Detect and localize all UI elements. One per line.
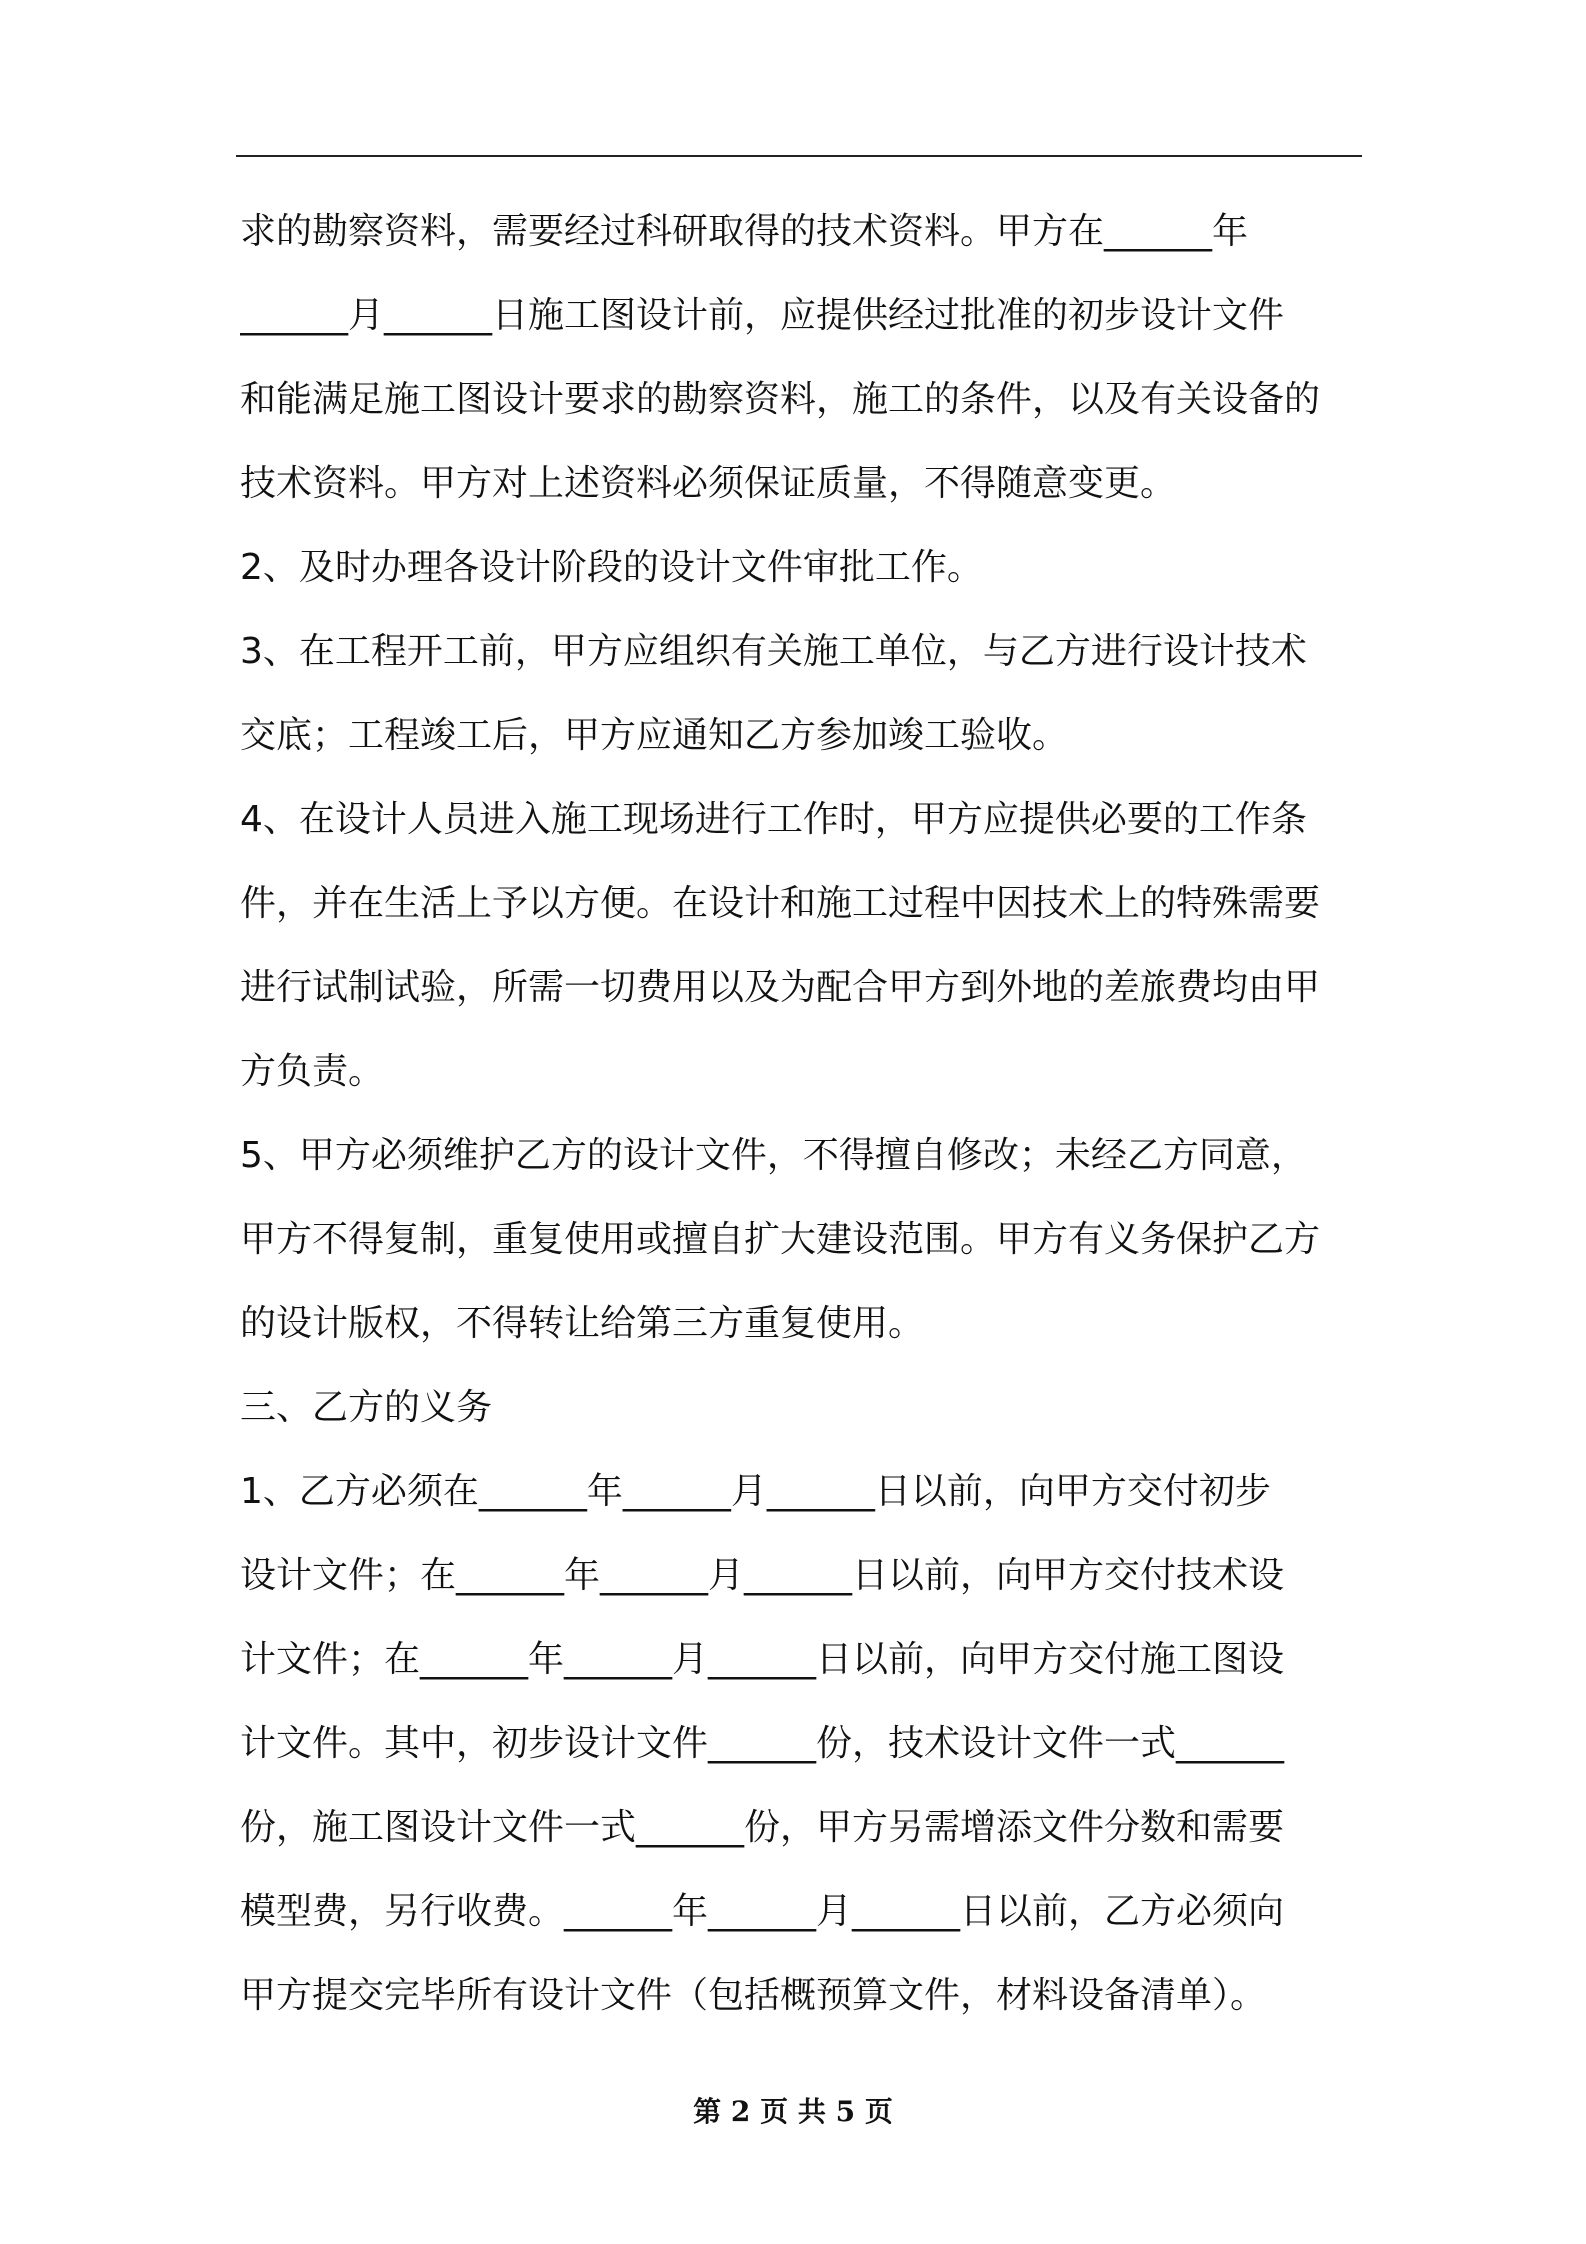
text-line: 4、在设计人员进入施工现场进行工作时，甲方应提供必要的工作条 (240, 799, 1307, 840)
header-rule (236, 155, 1362, 157)
text-line: 5、甲方必须维护乙方的设计文件，不得擅自修改；未经乙方同意， (240, 1135, 1307, 1176)
document-body (240, 190, 1364, 2038)
text-line: 求的勘察资料，需要经过科研取得的技术资料。甲方在______年 (240, 211, 1249, 252)
text-line: 甲方提交完毕所有设计文件（包括概预算文件，材料设备清单）。 (240, 1975, 1267, 2016)
text-line: 计文件；在______年______月______日以前，向甲方交付施工图设 (240, 1639, 1285, 1680)
text-line: 和能满足施工图设计要求的勘察资料，施工的条件，以及有关设备的 (240, 379, 1321, 420)
text-line: 模型费，另行收费。______年______月______日以前，乙方必须向 (240, 1891, 1285, 1932)
text-line: 进行试制试验，所需一切费用以及为配合甲方到外地的差旅费均由甲 (240, 967, 1321, 1008)
section-heading: 三、乙方的义务 (240, 1387, 493, 1428)
text-line: 方负责。 (240, 1051, 385, 1092)
text-line: 计文件。其中，初步设计文件______份，技术设计文件一式______ (240, 1723, 1285, 1764)
page-number: 第 2 页 共 5 页 (693, 2095, 893, 2128)
text-line: 份，施工图设计文件一式______份，甲方另需增添文件分数和需要 (240, 1807, 1285, 1848)
text-line: 甲方不得复制，重复使用或擅自扩大建设范围。甲方有义务保护乙方 (240, 1219, 1321, 1260)
text-line: 的设计版权，不得转让给第三方重复使用。 (240, 1303, 925, 1344)
text-line: 交底；工程竣工后，甲方应通知乙方参加竣工验收。 (240, 715, 1069, 756)
text-line: ______月______日施工图设计前，应提供经过批准的初步设计文件 (240, 295, 1285, 336)
text-line: 2、及时办理各设计阶段的设计文件审批工作。 (240, 547, 983, 588)
text-line: 技术资料。甲方对上述资料必须保证质量，不得随意变更。 (240, 463, 1177, 504)
text-line: 3、在工程开工前，甲方应组织有关施工单位，与乙方进行设计技术 (240, 631, 1307, 672)
text-line: 1、乙方必须在______年______月______日以前，向甲方交付初步 (240, 1471, 1271, 1512)
text-line: 设计文件；在______年______月______日以前，向甲方交付技术设 (240, 1555, 1285, 1596)
text-line: 件，并在生活上予以方便。在设计和施工过程中因技术上的特殊需要 (240, 883, 1321, 924)
